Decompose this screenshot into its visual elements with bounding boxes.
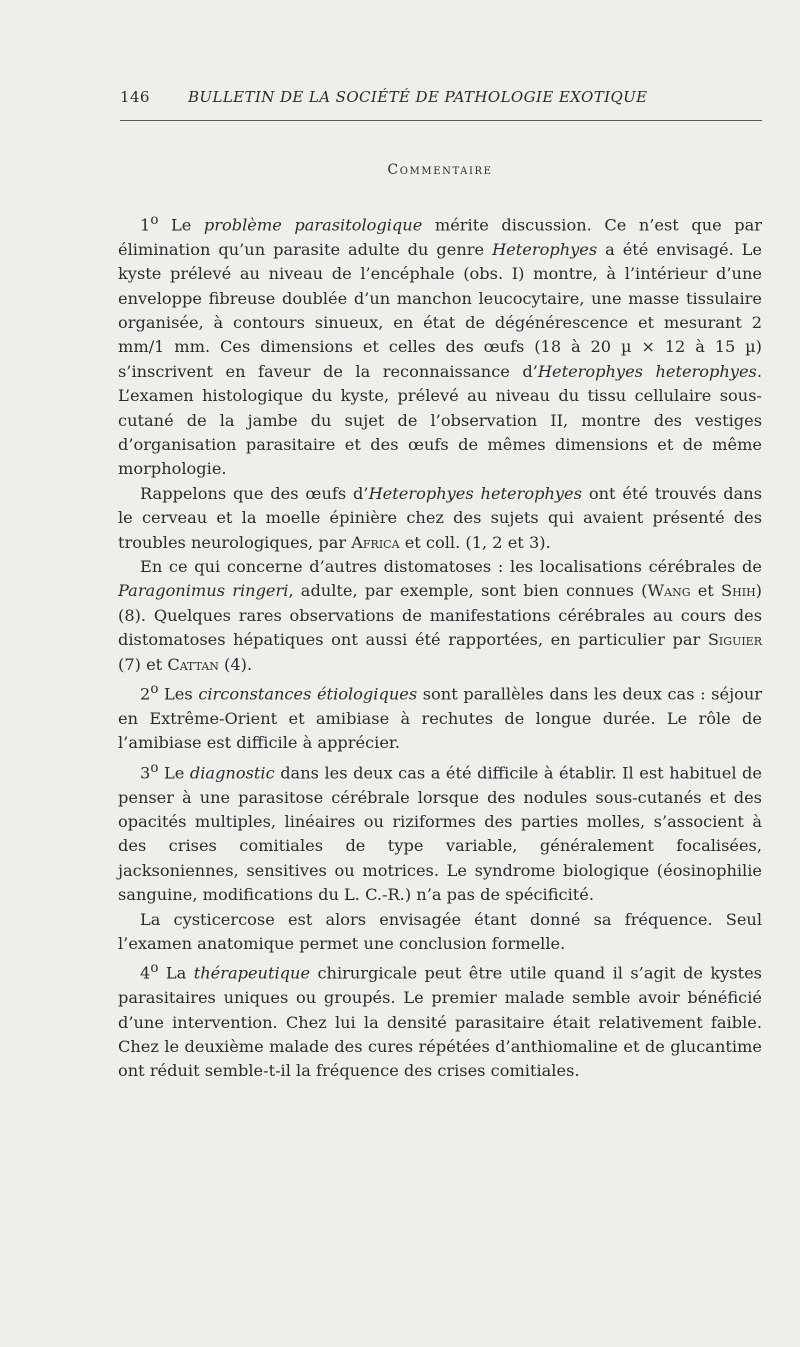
author-name: Wang [647,581,691,601]
species-name: Heterophyes heterophyes [368,483,582,503]
species-name: Paragonimus ringeri [118,581,289,601]
paragraph-diagnosis: 3$^o$ Le diagnostic dans les deux cas a été difficile à établir. Il est habituel de penser à une parasitose cérébrale lorsque des nodules sous-cutanés et des opacités multiples, linéaires ou riziformes des parties molles, s’associent à des crises comitiales de type variable, généralement focalisées, jacksoniennes, sensitives ou motrices. Le syndrome biologique (éosinophilie sanguine, modifications du L. C.-R.) n’a pas de spécificité. [118,759,762,905]
emphasis: diagnostic [189,763,275,783]
author-name: Africa [351,532,400,552]
species-name: Heterophyes heterophyes [537,361,757,381]
emphasis: problème parasitologique [203,215,423,235]
article-body [118,208,762,1084]
paragraph-etiology: 2$^o$ Les circonstances étiologiques sont parallèles dans les deux cas : séjour en Extrême-Orient et amibiase à rechutes de longue durée. Le rôle de l’amibiase est difficile à apprécier. [118,681,762,753]
paragraph-therapy: 4$^o$ La thérapeutique chirurgicale peut être utile quand il s’agit de kystes parasitaires uniques ou groupés. Le premier malade semble avoir bénéficié d’une intervention. Chez lui la densité parasitaire était relativement faible. Chez le deuxième malade des cures répétées d’anthiomaline et de glucantime ont réduit semble-t-il la fréquence des crises comitiales. [118,960,762,1081]
paragraph-other-distomatoses: En ce qui concerne d’autres distomatoses : les localisations cérébrales de Paragonimus ringeri, adulte, par exemple, sont bien connues (Wang et Shih) (8). Quelques rares observations de manifestations cérébrales au cours des distomatoses hépatiques ont aussi été rapportées, en particulier par Siguier (7) et Cattan (4). [118,557,762,674]
emphasis: circonstances étiologiques [198,684,418,704]
running-header [120,88,765,114]
section-title: Commentaire [387,162,493,178]
author-name: Shih [721,581,756,601]
paragraph-cysticercosis: La cysticercose est alors envisagée étant donné sa fréquence. Seul l’examen anatomique permet une conclusion formelle. [118,909,762,953]
header-rule [120,120,762,121]
paragraph-previous-findings: Rappelons que des œufs d’Heterophyes heterophyes ont été trouvés dans le cerveau et la moelle épinière chez des sujets qui avaient présenté des troubles neurologiques, par Africa et coll. (1, 2 et 3). [118,483,763,552]
author-name: Cattan [167,654,219,674]
page-number: 146 [120,88,150,106]
paragraph-parasitology: 1$^o$ Le problème parasitologique mérite discussion. Ce n’est que par élimination qu’un parasite adulte du genre Heterophyes a été envisagé. Le kyste prélevé au niveau de l’encéphale (obs. I) montre, à l’intérieur d’une enveloppe fibreuse doublée d’un manchon leucocytaire, une masse tissulaire organisée, à contours sinueux, en état de dégénérescence et mesurant 2 mm/1 mm. Ces dimensions et celles des œufs (18 à 20 µ × 12 à 15 µ) s’inscrivent en faveur de la reconnaissance d’Heterophyes heterophyes. L’examen histologique du kyste, prélevé au niveau du tissu cellulaire sous-cutané de la jambe du sujet de l’observation II, montre des vestiges d’organisation parasitaire et des œufs de mêmes dimensions et de même morphologie. [118,212,763,479]
author-name: Siguier [707,630,762,650]
genus-name: Heterophyes [492,239,598,259]
emphasis: thérapeutique [193,963,311,983]
journal-title: BULLETIN DE LA SOCIÉTÉ DE PATHOLOGIE EXOTIQUE [188,88,648,106]
